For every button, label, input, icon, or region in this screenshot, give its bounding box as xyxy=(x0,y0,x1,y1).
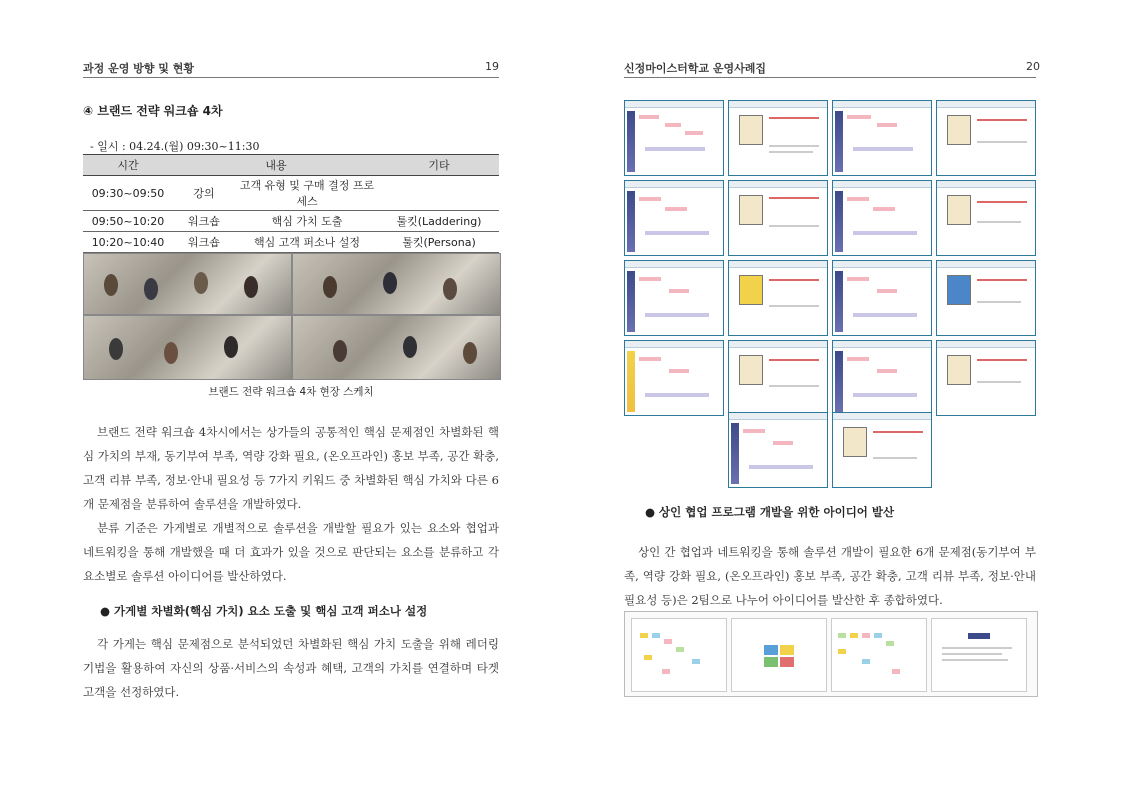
slide-thumbnail xyxy=(728,340,828,416)
table-cell: 핵심 고객 퍼소나 설정 xyxy=(235,232,379,253)
slide-thumbnail xyxy=(624,100,724,176)
left-page-number: 19 xyxy=(485,60,499,73)
workshop-photo-2 xyxy=(292,253,501,315)
left-page-header: 과정 운영 방향 및 현황 xyxy=(83,62,194,75)
photo-caption: 브랜드 전략 워크숍 4차 현장 스케치 xyxy=(208,386,374,398)
slide-thumbnail xyxy=(936,340,1036,416)
workshop-photo-1 xyxy=(83,253,292,315)
left-subheading: ● 가게별 차별화(핵심 가치) 요소 도출 및 핵심 고객 퍼소나 설정 xyxy=(100,604,428,618)
table-cell: 09:30~09:50 xyxy=(83,176,173,211)
table-cell: 워크숍 xyxy=(173,232,235,253)
slide-thumbnail xyxy=(832,340,932,416)
mandalart-image xyxy=(731,618,827,692)
table-cell: 강의 xyxy=(173,176,235,211)
table-cell: 고객 유형 및 구매 결정 프로세스 xyxy=(235,176,379,211)
slide-thumbnail xyxy=(728,100,828,176)
slide-thumbnail xyxy=(936,180,1036,256)
table-cell: 10:20~10:40 xyxy=(83,232,173,253)
right-subheading: ● 상인 협업 프로그램 개발을 위한 아이디어 발산 xyxy=(645,505,895,519)
brainstorming-image xyxy=(931,618,1027,692)
slide-thumbnail xyxy=(728,412,828,488)
idea-board-image xyxy=(831,618,927,692)
right-header-rule xyxy=(624,77,1036,78)
table-header-content: 내용 xyxy=(173,155,379,176)
slide-thumbnail xyxy=(624,340,724,416)
left-header-rule xyxy=(83,77,499,78)
right-page-number: 20 xyxy=(1026,60,1040,73)
idea-board-image xyxy=(631,618,727,692)
table-cell xyxy=(379,176,499,211)
paragraph-2: 분류 기준은 가게별로 개별적으로 솔루션을 개발할 필요가 있는 요소와 협업과 네트워킹을 통해 개발했을 때 더 효과가 있을 것으로 판단되는 요소를 분류하고 각 요소별로 솔루션 아이디어를 발산하였다. xyxy=(83,521,499,583)
workshop-photo-4 xyxy=(292,315,501,380)
slide-thumbnail xyxy=(832,100,932,176)
table-cell: 09:50~10:20 xyxy=(83,211,173,232)
slide-thumbnail xyxy=(936,260,1036,336)
slide-thumbnail xyxy=(936,100,1036,176)
slide-thumbnail xyxy=(728,180,828,256)
slide-thumbnail xyxy=(832,180,932,256)
right-paragraph: 상인 간 협업과 네트워킹을 통해 솔루션 개발이 필요한 6개 문제점(동기부여 부족, 역량 강화 필요, (온오프라인) 홍보 부족, 공간 확충, 고객 리뷰 부족, 정보·안내 필요성 등)은 2팀으로 나누어 아이디어를 발산한 후 종합하였다. xyxy=(624,545,1036,607)
right-page-header: 신정마이스터학교 운영사례집 xyxy=(624,62,766,75)
slide-thumbnail xyxy=(832,412,932,488)
paragraph-1: 브랜드 전략 워크숍 4차시에서는 상가들의 공통적인 핵심 문제점인 차별화된 핵심 가치의 부재, 동기부여 부족, 역량 강화 필요, (온오프라인) 홍보 부족, 공간 확충, 고객 리뷰 부족, 정보·안내 필요성 등 7가지 키워드 중 차별화된 핵심 가치와 다른 6개 문제점을 분류하여 솔루션을 개발하였다. xyxy=(83,425,499,511)
table-cell: 워크숍 xyxy=(173,211,235,232)
table-cell: 툴킷(Laddering) xyxy=(379,211,499,232)
table-cell: 핵심 가치 도출 xyxy=(235,211,379,232)
slide-thumbnail xyxy=(728,260,828,336)
table-row xyxy=(83,176,499,211)
table-cell: 툴킷(Persona) xyxy=(379,232,499,253)
date-line: - 일시 : 04.24.(월) 09:30~11:30 xyxy=(90,140,260,153)
table-header-etc: 기타 xyxy=(379,155,499,176)
slide-thumbnail xyxy=(624,260,724,336)
table-header-row xyxy=(83,155,499,176)
section-title: ④ 브랜드 전략 워크숍 4차 xyxy=(83,104,223,118)
slide-thumbnail xyxy=(832,260,932,336)
slide-grid xyxy=(624,100,1036,440)
idea-board-strip xyxy=(624,611,1038,697)
paragraph-3: 각 가게는 핵심 문제점으로 분석되었던 차별화된 핵심 가치 도출을 위해 레더링 기법을 활용하여 자신의 상품·서비스의 속성과 혜택, 고객의 가치를 연결하며 타겟 고객을 선정하였다. xyxy=(83,637,499,699)
table-row xyxy=(83,232,499,253)
table-row xyxy=(83,211,499,232)
workshop-photo-3 xyxy=(83,315,292,380)
slide-thumbnail xyxy=(624,180,724,256)
table-header-time: 시간 xyxy=(83,155,173,176)
